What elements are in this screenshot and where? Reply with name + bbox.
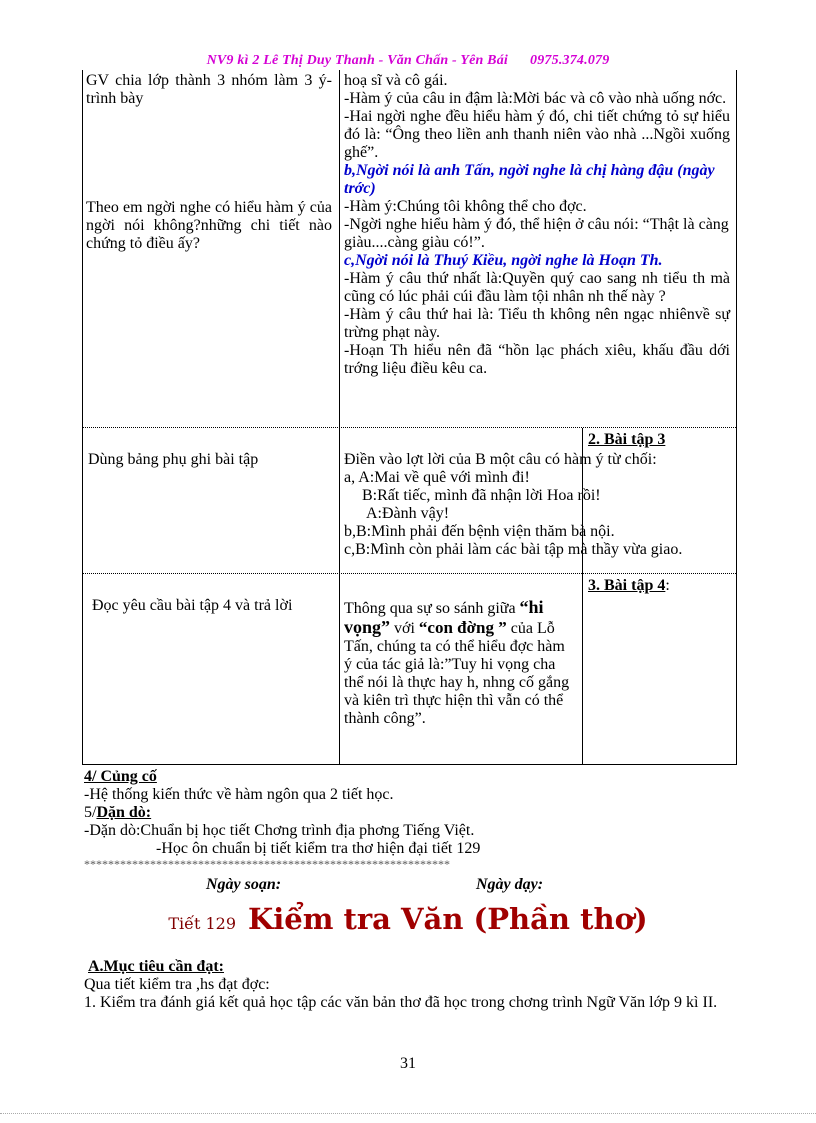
exercise-4-heading: 3. Bài tập 4	[588, 577, 666, 594]
objectives-intro: Qua tiết kiểm tra ,hs đạt đợc:	[84, 976, 270, 993]
page-bottom-border	[0, 1113, 816, 1114]
answer-heading-c: c,Ngời nói là Thuý Kiều, ngời nghe là Hoạn Th.	[344, 252, 663, 269]
exercise-intro: Điền vào lợt lời của B một câu có hàm ý từ chối:	[344, 451, 657, 468]
dialogue-line: c,B:Mình còn phải làm các bài tập mà thầy vừa giao.	[344, 541, 683, 558]
page-number: 31	[400, 1055, 416, 1072]
answer-line: -Hai ngời nghe đều hiểu hàm ý đó, chi tiết chứng tỏ sự hiểu đó là: “Ông theo liền anh thanh niên vào nhà ...Ngồi xuống ghế”.	[344, 108, 730, 161]
homework-number: 5/	[84, 804, 97, 821]
dialogue-line: a, A:Mai về quê với mình đi!	[344, 469, 530, 486]
homework-line: -Dặn dò:Chuẩn bị học tiết Chơng trình địa phơng Tiếng Việt.	[84, 822, 475, 839]
row1-left-task	[86, 72, 332, 108]
dialogue-line: B:Rất tiếc, mình đã nhận lời Hoa rồi!	[362, 487, 601, 504]
page-header	[0, 52, 816, 70]
answer-text: Thông qua sự so sánh giữa	[344, 600, 516, 617]
board-note-text: Dùng bảng phụ ghi bài tập	[88, 451, 259, 468]
quote-con-duong: “con đờng ”	[418, 618, 507, 637]
answer-text: với	[394, 620, 415, 637]
star-separator: *************************************************************	[84, 857, 450, 871]
answer-line: -Ngời nghe hiểu hàm ý đó, thể hiện ở câu nói: “Thật là càng giàu....càng giàu có!”.	[344, 216, 729, 251]
table-divider-1	[339, 70, 340, 765]
date-prepared: Ngày soạn:	[206, 876, 282, 893]
row3-heading	[588, 577, 734, 595]
dialogue-line: A:Đành vậy!	[366, 505, 450, 522]
row2-left	[88, 451, 334, 469]
table-border-left	[82, 70, 83, 765]
lesson-title	[0, 902, 816, 936]
review-section	[84, 768, 480, 858]
group-task-text: GV chia lớp thành 3 nhóm làm 3 ý-trình bày	[86, 72, 332, 107]
answer-line: -Hàm ý của câu in đậm là:Mời bác và cô vào nhà uống nớc.	[344, 90, 727, 107]
answer-text: của Lỗ Tấn, chúng ta có thể hiểu đợc hàm ý của tác giả là:”Tuy hi vọng cha thể nói là thực hay h, nhng cố gắng và kiên trì thực hiện thì vẫn có thể thành công”.	[344, 620, 570, 727]
row1-right	[344, 72, 730, 378]
homework-heading: Dặn dò:	[96, 804, 152, 821]
lesson-title-text: Kiểm tra Văn (Phần thơ)	[248, 902, 648, 936]
exercise-4-instruction: Đọc yêu cầu bài tập 4 và trả lời	[92, 597, 293, 614]
review-heading: 4/ Củng cố	[84, 768, 157, 785]
table-bottom	[82, 764, 736, 765]
answer-line: -Hàm ý câu thứ nhất là:Quyền quý cao sang nh tiểu th mà cũng có lúc phải cúi đầu làm tội nhân nh thế này ?	[344, 270, 730, 305]
quote-hi-vong: “hi vọng”	[344, 597, 544, 637]
lesson-number: Tiết 129	[168, 914, 237, 933]
answer-line: -Hàm ý câu thứ hai là: Tiểu th không nên ngạc nhiênvề sự trừng phạt này.	[344, 306, 730, 341]
answer-line: -Hoạn Th hiểu nên đã “hồn lạc phách xiêu, khấu đầu dới trớng liệu điều kêu ca.	[344, 342, 730, 377]
review-text: -Hệ thống kiến thức về hàm ngôn qua 2 tiết học.	[84, 786, 394, 803]
exercise-3-heading: 2. Bài tập 3	[588, 431, 666, 448]
question-text: Theo em ngời nghe có hiểu hàm ý của ngời nói không?những chi tiết nào chứng tỏ điều ấy?	[86, 199, 332, 252]
header-text: NV9 kì 2 Lê Thị Duy Thanh - Văn Chấn - Yên Bái	[206, 53, 509, 68]
header-phone: 0975.374.079	[530, 53, 610, 68]
date-taught: Ngày dạy:	[476, 876, 544, 893]
row1-left-question	[86, 199, 332, 253]
dialogue-line: b,B:Mình phải đến bệnh viện thăm bà nội.	[344, 523, 615, 540]
table-row-divider-2	[82, 573, 736, 574]
row3-right	[344, 598, 576, 728]
row2-heading	[588, 431, 734, 449]
row3-left	[92, 597, 332, 615]
answer-line: -Hàm ý:Chúng tôi không thể cho đợc.	[344, 198, 587, 215]
table-border-right	[736, 70, 737, 765]
heading-colon: :	[665, 577, 670, 594]
objectives-section	[84, 958, 774, 1012]
objectives-heading: A.Mục tiêu cần đạt:	[88, 958, 224, 975]
answer-heading-b: b,Ngời nói là anh Tấn, ngời nghe là chị hàng đậu (ngày trớc)	[344, 162, 715, 197]
homework-line: -Học ôn chuẩn bị tiết kiểm tra thơ hiện đại tiết 129	[156, 840, 481, 857]
row2-right	[344, 451, 730, 559]
answer-line: hoạ sĩ và cô gái.	[344, 72, 448, 89]
objective-item: 1. Kiểm tra đánh giá kết quả học tập các văn bản thơ đã học trong chơng trình Ngữ Văn lớp 9 kì II.	[84, 994, 718, 1011]
table-row-divider-1	[82, 427, 736, 428]
